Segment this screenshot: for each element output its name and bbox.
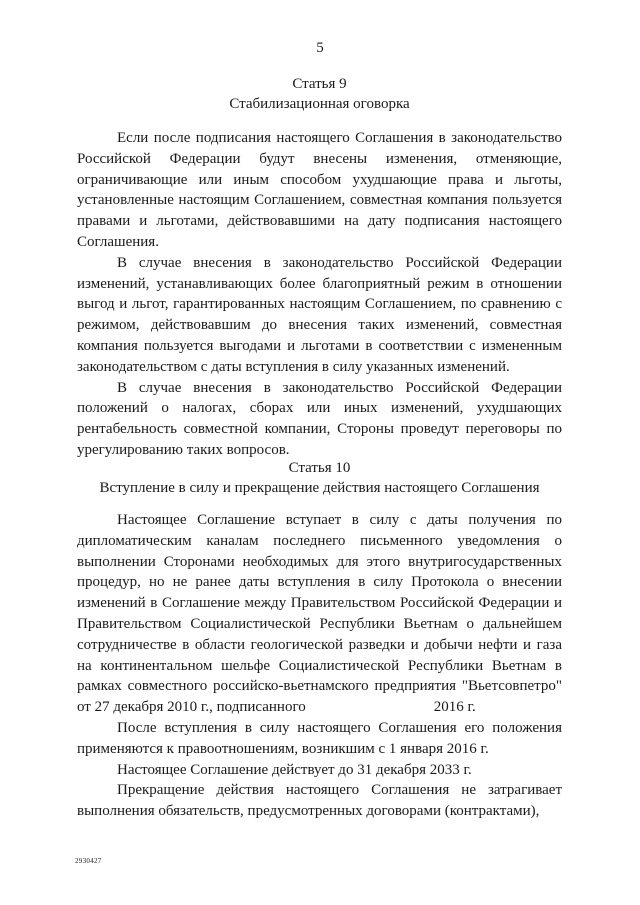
article-9-paragraph-2: В случае внесения в законодательство Российской Федерации изменений, устанавливающих более благоприятный режим в отношении выгод и льгот, гарантированных настоящим Соглашением, по сравнению с режимом, действовавшим до внесения таких изменений, совместная компания пользуется выгодами и льготами в соответствии с измененным законодательством с даты вступления в силу указанных изменений. bbox=[77, 254, 562, 375]
article-9-paragraph-1: Если после подписания настоящего Соглашения в законодательство Российской Федерации будут внесены изменения, отменяющие, ограничивающие или иным способом ухудшающие права и льготы, установленные настоящим Соглашением, совместная компания пользуется правами и льготами, действовавшими на дату подписания настоящего Соглашения. bbox=[77, 130, 562, 250]
article-9-paragraph-3: В случае внесения в законодательство Российской Федерации положений о налогах, сборах или иных изменений, ухудшающих рентабельность совместной компании, Стороны проведут переговоры по урегулированию таких вопросов. bbox=[77, 379, 562, 458]
article-10-paragraph-1-text: Настоящее Соглашение вступает в силу с даты получения по дипломатическим каналам последнего письменного уведомления о выполнении Сторонами необходимых для этого внутригосударственных процедур, но не ранее даты вступления в силу Протокола о внесении изменений в Соглашение между Правительством Российской Федерации и Правительством Социалистической Республики Вьетнам о дальнейшем сотрудничестве в области геологической разведки и добычи нефти и газа на континентальном шельфе Социалистической Республики Вьетнам в рамках совместного российско-вьетнамского предприятия "Вьетсовпетро" от 27 декабря 2010 г., подписанного bbox=[77, 512, 562, 716]
article-10-body bbox=[77, 510, 562, 822]
article-10-paragraph-2: После вступления в силу настоящего Соглашения его положения применяются к правоотношениям, возникшим с 1 января 2016 г. bbox=[77, 719, 562, 757]
article-10-subtitle: Вступление в силу и прекращение действия настоящего Соглашения bbox=[99, 480, 540, 496]
signature-year: 2016 г. bbox=[433, 699, 476, 716]
article-10-paragraph-3: Настоящее Соглашение действует до 31 декабря 2033 г. bbox=[117, 761, 472, 778]
article-9-subtitle: Стабилизационная оговорка bbox=[229, 96, 410, 112]
article-10-title: Статья 10 bbox=[288, 460, 351, 476]
article-9-body bbox=[77, 128, 562, 461]
article-9-title: Статья 9 bbox=[292, 76, 347, 92]
document-code: 2930427 bbox=[75, 857, 102, 865]
article-10-paragraph-4: Прекращение действия настоящего Соглашения не затрагивает выполнения обязательств, предусмотренных договорами (контрактами), bbox=[77, 782, 562, 820]
article-10-paragraph-1 bbox=[77, 510, 562, 718]
page-number: 5 bbox=[316, 40, 324, 56]
